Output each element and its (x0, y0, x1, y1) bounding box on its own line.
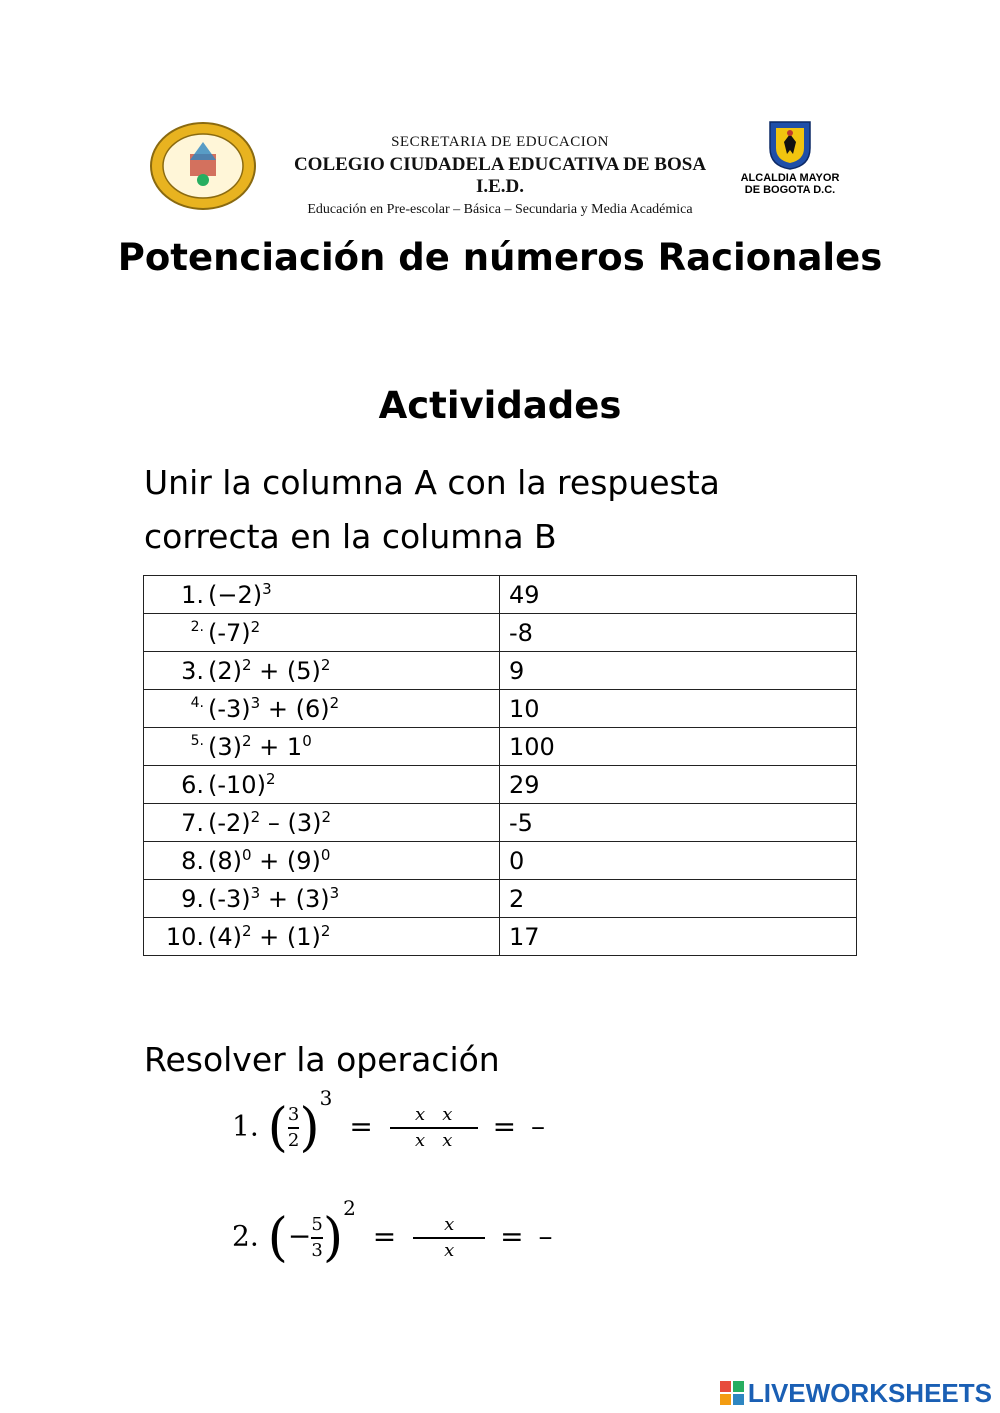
answer-value: 10 (509, 694, 540, 723)
column-a-cell[interactable] (144, 766, 500, 804)
operation-2: 2. (− $\frac{5}{3}$ )$^2$ = $\frac{x}{x}$ = – (232, 1196, 553, 1268)
column-a-cell[interactable] (144, 652, 500, 690)
table-row (144, 652, 857, 690)
table-row (144, 842, 857, 880)
resolver-title: Resolver la operación (144, 1040, 500, 1079)
answer-value: 2 (509, 884, 525, 913)
alcaldia-line1: ALCALDIA MAYOR (740, 172, 840, 184)
answer-value: -8 (509, 618, 533, 647)
expression-a: $(8)^0 + (9)^0$ (208, 846, 331, 875)
column-b-cell[interactable] (500, 652, 857, 690)
operation-1-result-blank[interactable]: – (530, 1109, 545, 1143)
expression-a: $(-3)^3 + (3)^3$ (208, 884, 340, 913)
expression-a: $(3)^2 + 1^0$ (208, 732, 312, 761)
header-line3: Educación en Pre-escolar – Básica – Secundaria y Media Académica (307, 202, 693, 217)
operation-1-label: 1. (232, 1109, 259, 1143)
alcaldia-label (730, 172, 850, 196)
column-b-cell[interactable] (500, 614, 857, 652)
row-number: 3. (181, 656, 204, 685)
table-row (144, 804, 857, 842)
answer-value: 29 (509, 770, 540, 799)
expression-a: $(-7)^2$ (208, 618, 261, 647)
expression-a: $(-2)^3$ (208, 580, 272, 609)
operation-2-minus: − (287, 1219, 312, 1253)
answer-value: 0 (509, 846, 525, 875)
column-a-cell[interactable] (144, 728, 500, 766)
row-number: 1. (181, 580, 204, 609)
operation-1-exponent: 3 (319, 1086, 333, 1111)
column-b-cell[interactable] (500, 766, 857, 804)
footer-brand (692, 1378, 992, 1408)
operation-1-answer-fraction[interactable]: $\frac{\text{x x}}{\text{x x}}$ (390, 1103, 478, 1153)
operation-2-fraction: $\frac{5}{3}$ (311, 1214, 323, 1261)
row-number: 2. (190, 618, 204, 635)
row-number: 6. (181, 770, 204, 799)
column-a-cell[interactable] (144, 804, 500, 842)
matching-table (143, 575, 857, 956)
table-row (144, 918, 857, 956)
expression-a: $(-3)^3 + (6)^2$ (208, 694, 340, 723)
column-a-cell[interactable] (144, 576, 500, 614)
header-line1: SECRETARIA DE EDUCACION (391, 134, 609, 150)
operation-2-result-blank[interactable]: – (538, 1219, 553, 1253)
school-seal-icon (148, 120, 258, 212)
row-number: 9. (181, 884, 204, 913)
operation-2-exponent: 2 (343, 1196, 356, 1221)
column-a-cell[interactable] (144, 842, 500, 880)
operation-1-fraction: $\frac{3}{2}$ (287, 1104, 300, 1151)
answer-value: 49 (509, 580, 540, 609)
table-row (144, 576, 857, 614)
column-b-cell[interactable] (500, 804, 857, 842)
table-row (144, 690, 857, 728)
row-number: 4. (190, 694, 204, 711)
operation-2-label: 2. (232, 1219, 259, 1253)
table-row (144, 880, 857, 918)
table-row (144, 614, 857, 652)
answer-value: 100 (509, 732, 555, 761)
footer-brand-text: LIVEWORKSHEETS (747, 1377, 992, 1408)
row-number: 8. (181, 846, 204, 875)
column-a-cell[interactable] (144, 880, 500, 918)
answer-value: 17 (509, 922, 540, 951)
section-title: Actividades (378, 384, 622, 427)
column-b-cell[interactable] (500, 728, 857, 766)
row-number: 10. (165, 922, 204, 951)
answer-value: 9 (509, 656, 525, 685)
liveworksheets-logo-icon (720, 1381, 744, 1405)
operation-2-answer-fraction[interactable]: $\frac{x}{x}$ (413, 1213, 485, 1263)
column-a-cell[interactable] (144, 614, 500, 652)
page-title: Potenciación de números Racionales (117, 236, 883, 279)
header-school-name: COLEGIO CIUDADELA EDUCATIVA DE BOSA I.E.D. (293, 154, 707, 197)
table-row (144, 766, 857, 804)
instruction (144, 456, 844, 564)
column-a-cell[interactable] (144, 918, 500, 956)
bogota-crest-icon (766, 120, 814, 170)
column-b-cell[interactable] (500, 690, 857, 728)
column-b-cell[interactable] (500, 576, 857, 614)
column-b-cell[interactable] (500, 880, 857, 918)
column-b-cell[interactable] (500, 918, 857, 956)
row-number: 7. (181, 808, 204, 837)
row-number: 5. (190, 732, 204, 749)
table-row (144, 728, 857, 766)
column-a-cell[interactable] (144, 690, 500, 728)
instruction-line1: Unir la columna A con la respuesta (144, 463, 720, 502)
column-b-cell[interactable] (500, 842, 857, 880)
expression-a: $(-2)^2 - (3)^2$ (208, 808, 332, 837)
expression-a: $(-10)^2$ (208, 770, 276, 799)
expression-a: $(2)^2 + (5)^2$ (208, 656, 331, 685)
operation-1: 1. ( $\frac{3}{2}$ )$^3$ = $\frac{\text{x x}}{\text{x x}}$ = – (232, 1086, 545, 1158)
alcaldia-line2: DE BOGOTA D.C. (744, 184, 836, 196)
answer-value: -5 (509, 808, 533, 837)
header-text (270, 134, 730, 218)
expression-a: $(4)^2 + (1)^2$ (208, 922, 331, 951)
instruction-line2: correcta en la columna B (144, 517, 557, 556)
